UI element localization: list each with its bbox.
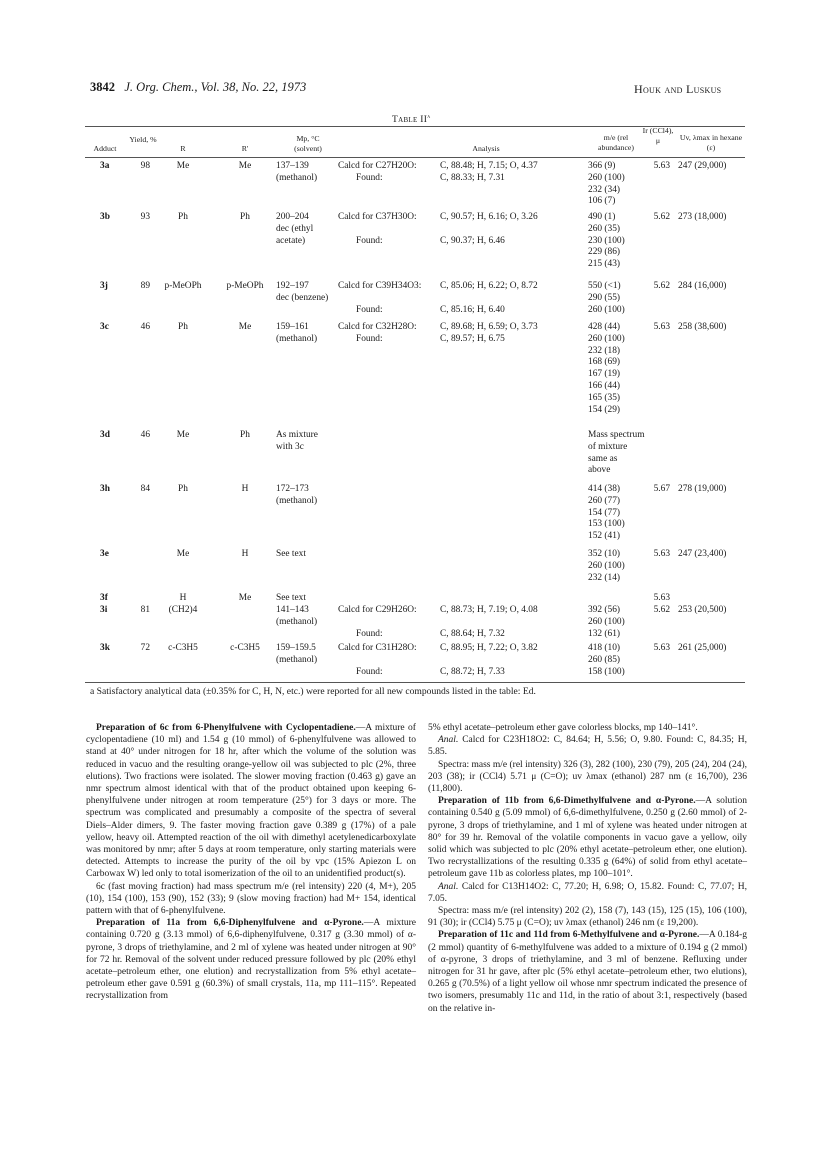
table-cell-rprime: H [241,549,249,559]
table-cell-uv: 273 (18,000) [678,212,727,222]
page-number: 3842 [90,80,115,94]
table-cell-ir: 5.63 [653,593,670,603]
table-cell-ms: 229 (86) [588,247,621,258]
table-cell-analysis-label: Calcd for C32H28O: [338,322,417,332]
table-cell-rprime: H [241,484,249,494]
table-cell-analysis-label: Found: [356,172,383,183]
table-cell-mp: As mixture [276,430,318,440]
table-cell-ms: 260 (100) [588,304,625,315]
table-cell-mp: (methanol) [276,495,318,506]
table-cell-adduct: 3b [100,212,110,222]
table-cell-ms: Mass spectrum [588,430,645,440]
table-cell-ir: 5.63 [653,549,670,559]
table-cell-uv: 247 (23,400) [678,549,727,559]
table-cell-analysis-values: C, 90.57; H, 6.16; O, 3.26 [440,212,538,222]
table-cell-yield: 46 [140,430,150,440]
table-cell-mp: See text [276,593,306,603]
table-cell-mp: acetate) [276,235,306,246]
table-cell-ms: 392 (56) [588,605,621,615]
table-cell-analysis-values: C, 88.95; H, 7.22; O, 3.82 [440,643,538,653]
table-cell-analysis-values: C, 88.64; H, 7.32 [440,628,505,639]
table-cell-mp: 172–173 [276,484,309,494]
table-cell-analysis-label: Found: [356,304,383,315]
table-cell-analysis-label: Calcd for C29H26O: [338,605,417,615]
table-cell-adduct: 3h [100,484,110,494]
paragraph: Preparation of 11b from 6,6-Dimethylfulvene and α-Pyrone.—A solution containing 0.540 g (5.09 mmol) of 6,6-dimethylfulvene, 0.250 g (2.60 mmol) of 2-pyrone, 3 drops of triethylamine, and 1 ml of xylene was heated under nitrogen at 80° for 39 hr. Removal of the volatile components in vacuo gave a yellow, oily solid which was subjected to plc (20% ethyl acetate–petroleum ether, one elution). Two recrystallizations of the resulting 0.335 g (64%) of solid from ethyl acetate–petroleum gave 11b as colorless plates, mp 100–101°. [428,796,747,880]
table-cell-rprime: Me [238,593,252,603]
table-cell-yield: 93 [140,212,150,222]
table-footnote: a Satisfactory analytical data (±0.35% for C, H, N, etc.) were reported for all new compounds listed in the table: Ed. [90,686,536,697]
table-cell-analysis-values: C, 89.57; H, 6.75 [440,333,505,344]
table-cell-mp: (methanol) [276,654,318,665]
table-cell-mp: See text [276,549,306,559]
table-cell-ms: 232 (34) [588,184,621,195]
table-cell-analysis-values: C, 88.72; H, 7.33 [440,666,505,677]
table-cell-yield: 98 [140,161,150,171]
table-cell-rprime: Ph [240,212,250,222]
table-cell-adduct: 3f [100,593,108,603]
paragraph: Spectra: mass m/e (rel intensity) 326 (3), 282 (100), 230 (79), 205 (24), 204 (24), 203 (38); ir (CCl4) 5.71 μ (C=O); uv λmax (ethanol) 287 nm (ε 16,700), 236 (11,800). [428,759,747,795]
table-cell-ms: 232 (14) [588,572,621,583]
table-cell-ms: 106 (7) [588,196,616,207]
col-header-yield: Yield, % [129,135,157,144]
table-cell-adduct: 3k [100,643,110,653]
table-cell-mp: (methanol) [276,616,318,627]
table-cell-ms: 418 (10) [588,643,621,653]
table-cell-ms: 152 (41) [588,531,621,542]
table-cell-ms: 550 (<1) [588,281,621,291]
table-cell-rprime: Me [238,322,252,332]
table-cell-ir: 5.62 [653,281,670,291]
table-cell-ir: 5.63 [653,161,670,171]
paragraph-heading: Anal. [438,881,459,892]
table-cell-uv: 278 (19,000) [678,484,727,494]
table-cell-adduct: 3a [100,161,110,171]
table-cell-r: Ph [178,212,188,222]
table-cell-yield: 81 [140,605,150,615]
table-cell-ms: 290 (55) [588,292,621,303]
table-cell-mp: (methanol) [276,172,318,183]
table-cell-r: (CH2)4 [168,605,198,615]
table-cell-ms: 490 (1) [588,212,616,222]
text-column-right [428,722,747,1015]
table-cell-analysis-label: Found: [356,628,383,639]
table-cell-r: p-MeOPh [164,281,202,291]
table-cell-rprime: p-MeOPh [226,281,264,291]
table-cell-mp: 137–139 [276,161,309,171]
table-cell-ir: 5.67 [653,484,670,494]
table-cell-analysis-values: C, 88.73; H, 7.19; O, 4.08 [440,605,538,615]
table-cell-ms: 366 (9) [588,161,616,171]
table-cell-ms: 165 (35) [588,392,621,403]
paragraph-heading: Preparation of 6c from 6-Phenylfulvene with Cyclopentadiene. [96,723,356,733]
table-cell-uv: 284 (16,000) [678,281,727,291]
table-cell-analysis-values: C, 85.06; H, 6.22; O, 8.72 [440,281,538,291]
table-cell-ms: 260 (85) [588,654,621,665]
table-cell-ms: 132 (61) [588,628,621,639]
table-cell-rprime: Me [238,161,252,171]
table-cell-r: Me [176,549,190,559]
table-cell-mp: (methanol) [276,333,318,344]
table-cell-ms: 260 (35) [588,223,621,234]
col-header-mp: Mp, °C (solvent) [294,134,322,153]
table-cell-adduct: 3d [100,430,110,440]
table-cell-analysis-values: C, 89.68; H, 6.59; O, 3.73 [440,322,538,332]
table-cell-mp: dec (benzene) [276,292,329,303]
table-cell-uv: 247 (29,000) [678,161,727,171]
table-cell-ms: 352 (10) [588,549,621,559]
paragraph: Anal. Calcd for C13H14O2: C, 77.20; H, 6.98; O, 15.82. Found: C, 77.07; H, 7.05. [428,881,747,904]
table-cell-mp: 141–143 [276,605,309,615]
running-header-authors: Houk and Luskus [634,82,722,96]
table-cell-ir: 5.63 [653,643,670,653]
table-cell-analysis-values: C, 85.16; H, 6.40 [440,304,505,315]
table-cell-ms: 154 (29) [588,404,621,415]
paragraph: Preparation of 11c and 11d from 6-Methylfulvene and α-Pyrone.—A 0.184-g (2 mmol) quantity of 6-methylfulvene was added to a mixture of 0.194 g (2 mmol) of α-pyrone, 3 drops of triethylamine, and 3 ml of benzene. Refluxing under nitrogen for 31 hr gave, after plc (5% ethyl acetate–petroleum ether, two elutions), 0.265 g (70.5%) of a light yellow oil whose nmr spectrum indicated the presence of two isomers, presumably 11c and 11d, in the ratio of about 3:1, respectively (based on the relative in- [428,930,747,1014]
table-cell-ms: 260 (100) [588,560,625,571]
table-cell-analysis-values: C, 90.37; H, 6.46 [440,235,505,246]
table-cell-r: Me [176,430,190,440]
table-cell-ms: 153 (100) [588,519,625,530]
col-header-ms: m/e (rel abundance) [598,133,634,152]
table-cell-uv: 258 (38,600) [678,322,727,332]
paragraph-heading: Anal. [438,735,459,746]
table-cell-adduct: 3i [100,605,108,615]
col-header-adduct: Adduct [93,144,117,153]
table-cell-ms: 428 (44) [588,322,621,332]
paragraph: Preparation of 11a from 6,6-Diphenylfulvene and α-Pyrone.—A mixture containing 0.720 g (3.13 mmol) of 6,6-diphenylfulvene, 0.317 g (3.30 mmol) of α-pyrone, 3 drops of triethylamine, and 2 ml of xylene was heated under nitrogen at 90° for 72 hr. Removal of the solvent under reduced pressure followed by plc (20% ethyl acetate–petroleum ether, one elution) and recrystallization from 5% ethyl acetate–petroleum ether gave 0.591 g (60.3%) of small crystals, 11a, mp 111–115°. Repeated recrystallization from [86,918,417,1002]
table-cell-ms: 230 (100) [588,235,625,246]
table-cell-ir: 5.63 [653,322,670,332]
table-cell-analysis-label: Found: [356,666,383,677]
table-cell-yield: 84 [140,484,150,494]
table-cell-ms: 154 (77) [588,507,621,518]
table-cell-adduct: 3c [100,322,109,332]
table-cell-rprime: c-C3H5 [230,643,260,653]
col-header-uv: Uv, λmax in hexane (ε) [679,133,743,152]
table-cell-mp: with 3c [276,441,304,452]
paragraph: Anal. Calcd for C23H18O2: C, 84.64; H, 5.56; O, 9.80. Found: C, 84.35; H, 5.85. [428,735,747,758]
table-cell-analysis-label: Calcd for C31H28O: [338,643,417,653]
table-cell-mp: dec (ethyl [276,223,314,234]
table-cell-mp: 200–204 [276,212,309,222]
paragraph: 5% ethyl acetate–petroleum ether gave colorless blocks, mp 140–141°. [428,723,698,733]
table-cell-analysis-label: Calcd for C27H20O: [338,161,417,171]
table-cell-ir: 5.62 [653,605,670,615]
table-cell-analysis-values: C, 88.48; H, 7.15; O, 4.37 [440,161,538,171]
table-cell-yield: 72 [140,643,150,653]
table-cell-ms: 167 (19) [588,369,621,380]
table-cell-ms: same as [588,453,618,464]
paragraph: 6c (fast moving fraction) had mass spectrum m/e (rel intensity) 220 (4, M+), 205 (10), 154 (100), 153 (90), 152 (33); 9 (slow moving fraction) had M+ 154, identical pattern with that of 6-phenylfulvene. [86,881,416,917]
table-cell-ms: 168 (69) [588,357,621,368]
table-cell-ir: 5.62 [653,212,670,222]
table-cell-analysis-values: C, 88.33; H, 7.31 [440,172,505,183]
table-cell-mp: 192–197 [276,281,309,291]
col-header-r: R [180,144,186,153]
journal-citation: J. Org. Chem., Vol. 38, No. 22, 1973 [124,80,307,94]
table-cell-r: c-C3H5 [168,643,198,653]
table-cell-uv: 253 (20,500) [678,605,727,615]
table-cell-ms: of mixture [588,441,628,452]
table-cell-adduct: 3j [100,281,108,291]
table-cell-ms: 260 (100) [588,172,625,183]
table-title: Table $II^a$ [392,114,431,126]
table-header-rule [85,157,745,158]
paragraph: Spectra: mass m/e (rel intensity) 202 (2), 158 (7), 143 (15), 125 (15), 106 (100), 91 (30); ir (CCl4) 5.75 μ (C=O); uv λmax (ethanol) 246 nm (ε 19,200). [428,906,747,929]
table-cell-ms: 260 (100) [588,616,625,627]
table-cell-ms: 215 (43) [588,259,621,270]
table-bottom-rule [85,682,745,683]
col-header-ir: Ir (CCl4), μ [642,126,674,145]
table-cell-uv: 261 (25,000) [678,643,727,653]
table-cell-r: Ph [178,484,188,494]
table-cell-r: Me [176,161,190,171]
col-header-rprime: R' [241,144,249,153]
paragraph-heading: Preparation of 11c and 11d from 6-Methylfulvene and α-Pyrone. [438,930,700,941]
col-header-analysis: Analysis [472,144,500,153]
table-cell-yield: 89 [140,281,150,291]
table-cell-yield: 46 [140,322,150,332]
paragraph: Preparation of 6c from 6-Phenylfulvene with Cyclopentadiene.—A mixture of cyclopentadiene (10 ml) and 1.54 g (10 mmol) of 6-phenylfulvene was allowed to stand at 40° under nitrogen for 18 hr, after which the volume of the solution was reduced in vacuo and the resulting orange-yellow oil was subjected to plc (2%, three elutions). Two fractions were isolated. The slower moving fraction (0.463 g) gave an nmr spectrum almost identical with that of the product obtained upon keeping 6-phenylfulvene under nitrogen at room temperature (25°) for 3 days or more. The spectrum was complicated and presumably a composite of the spectra of several Diels–Alder dimers, 9. The faster moving fraction gave 0.389 g (17%) of a pale yellow, heavy oil. Attempted reaction of the oil with dimethyl acetylenedicarboxylate was monitored by nmr; after 5 days at room temperature, only starting materials were detected. Attempts to increase the purity of the oil by vpc (15% Apiezon L on Carbowax W) led only to total isomerization of the oil to an unidentified product(s). [86,723,416,880]
table-cell-analysis-label: Found: [356,235,383,246]
table-cell-r: Ph [178,322,188,332]
table-cell-analysis-label: Calcd for C37H30O: [338,212,417,222]
table-cell-adduct: 3e [100,549,109,559]
table-cell-ms: 414 (38) [588,484,621,494]
table-cell-ms: 260 (100) [588,333,625,344]
table-cell-analysis-label: Found: [356,333,383,344]
table-cell-ms: above [588,465,611,476]
table-cell-ms: 158 (100) [588,666,625,677]
text-column-left [86,722,416,1003]
paragraph-heading: Preparation of 11b from 6,6-Dimethylfulvene and α-Pyrone. [438,796,696,807]
running-header-left [90,80,306,95]
table-cell-analysis-label: Calcd for C39H34O3: [338,281,422,291]
table-cell-ms: 166 (44) [588,381,621,391]
table-cell-ms: 260 (77) [588,495,621,506]
paragraph-heading: Preparation of 11a from 6,6-Diphenylfulvene and α-Pyrone. [96,918,364,929]
table-cell-mp: 159–161 [276,322,309,332]
table-cell-rprime: Ph [240,430,250,440]
table-cell-ms: 232 (18) [588,345,621,356]
table-cell-r: H [179,593,187,603]
table-cell-mp: 159–159.5 [276,643,316,653]
